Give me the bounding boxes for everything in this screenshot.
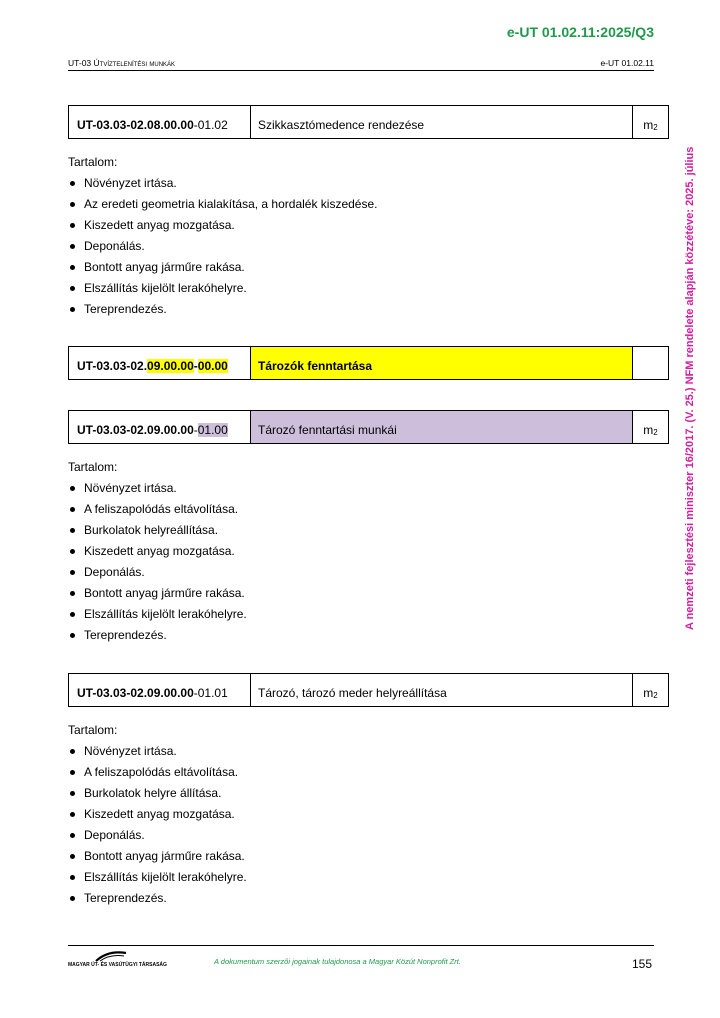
bullet-icon	[70, 570, 75, 575]
group-name-cell	[251, 347, 633, 379]
bullet-icon	[70, 770, 75, 775]
copyright-notice: A dokumentum szerzői jogainak tulajdonosa a Magyar Közút Nonprofit Zrt.	[214, 957, 461, 966]
content-label: Tartalom:	[68, 460, 118, 474]
item-unit-cell	[633, 106, 668, 138]
unit-exponent: 2	[653, 428, 658, 437]
unit-base: m	[643, 423, 654, 437]
list-item: A feliszapolódás eltávolítása.	[68, 502, 247, 523]
society-logo	[68, 950, 167, 970]
list-item: Tereprendezés.	[68, 628, 247, 649]
item-code-table	[68, 105, 669, 139]
bullet-icon	[70, 791, 75, 796]
item-unit-cell	[633, 674, 668, 706]
group-name: Tározók fenntartása	[258, 359, 373, 373]
item-code-table	[68, 673, 669, 707]
list-item: Kiszedett anyag mozgatása.	[68, 807, 247, 828]
list-item: Bontott anyag járműre rakása.	[68, 260, 378, 281]
unit-exponent: 2	[653, 691, 658, 700]
bullet-icon	[70, 265, 75, 270]
bullet-icon	[70, 486, 75, 491]
content-list	[68, 744, 247, 912]
bullet-icon	[70, 812, 75, 817]
list-item: Deponálás.	[68, 565, 247, 586]
list-item: Növényzet irtása.	[68, 481, 247, 502]
bullet-icon	[70, 854, 75, 859]
list-item: Burkolatok helyreállítása.	[68, 523, 247, 544]
list-item: Bontott anyag járműre rakása.	[68, 586, 247, 607]
bullet-icon	[70, 223, 75, 228]
item-name: Tározó fenntartási munkái	[258, 423, 397, 437]
code-highlight: 09.00.00	[147, 359, 194, 373]
bullet-icon	[70, 612, 75, 617]
list-item: Deponálás.	[68, 828, 247, 849]
item-name: Szikkasztómedence rendezése	[258, 118, 425, 132]
bullet-icon	[70, 875, 75, 880]
unit-base: m	[643, 686, 654, 700]
item-code-suffix: -01.01	[193, 686, 228, 700]
bullet-icon	[70, 896, 75, 901]
content-block	[68, 460, 247, 649]
bullet-icon	[70, 202, 75, 207]
content-label: Tartalom:	[68, 723, 118, 737]
bullet-icon	[70, 307, 75, 312]
item-name-cell	[251, 106, 633, 138]
bullet-icon	[70, 833, 75, 838]
chapter-title: Útvíztelenítési munkák	[93, 58, 176, 68]
item-code-suffix: -01.02	[193, 118, 228, 132]
footer-divider	[68, 945, 654, 946]
item-code-table	[68, 410, 669, 444]
road-logo-icon	[94, 950, 128, 962]
list-item: Burkolatok helyre állítása.	[68, 786, 247, 807]
list-item: Növényzet irtása.	[68, 176, 378, 197]
list-item: Tereprendezés.	[68, 891, 247, 912]
content-block	[68, 723, 247, 912]
list-item: Az eredeti geometria kialakítása, a hordalék kiszedése.	[68, 197, 378, 218]
item-unit-cell	[633, 411, 668, 443]
chapter-prefix: UT-03	[68, 58, 92, 68]
content-label: Tartalom:	[68, 155, 118, 169]
item-code-cell	[69, 106, 251, 138]
list-item: Kiszedett anyag mozgatása.	[68, 218, 378, 239]
item-name-cell	[251, 411, 633, 443]
list-item: Tereprendezés.	[68, 302, 378, 323]
list-item: Elszállítás kijelölt lerakóhelyre.	[68, 281, 378, 302]
list-item: Elszállítás kijelölt lerakóhelyre.	[68, 607, 247, 628]
bullet-icon	[70, 528, 75, 533]
page-number: 155	[631, 957, 652, 971]
running-header-chapter	[68, 58, 175, 68]
unit-exponent: 2	[653, 123, 658, 132]
list-item: Bontott anyag járműre rakása.	[68, 849, 247, 870]
group-code-table	[68, 346, 669, 380]
list-item: A feliszapolódás eltávolítása.	[68, 765, 247, 786]
logo-text: MAGYAR ÚT- ÉS VASÚTÜGYI TÁRSASÁG	[68, 962, 167, 968]
list-item: Kiszedett anyag mozgatása.	[68, 544, 247, 565]
bullet-icon	[70, 549, 75, 554]
list-item: Növényzet irtása.	[68, 744, 247, 765]
list-item: Elszállítás kijelölt lerakóhelyre.	[68, 870, 247, 891]
group-code-cell: UT-03.03-02. 09.00.00 - 00.00	[69, 347, 251, 379]
item-name-cell	[251, 674, 633, 706]
content-list	[68, 481, 247, 649]
bullet-icon	[70, 591, 75, 596]
bullet-icon	[70, 286, 75, 291]
running-header	[68, 56, 654, 71]
item-code-main: UT-03.03-02.09.00.00	[77, 686, 194, 700]
document-code: e-UT 01.02.11:2025/Q3	[506, 24, 654, 40]
bullet-icon	[70, 181, 75, 186]
bullet-icon	[70, 507, 75, 512]
item-code-main: UT-03.03-02.08.00.00	[77, 118, 194, 132]
running-header-code: e-UT 01.02.11	[600, 58, 654, 68]
unit-base: m	[643, 118, 654, 132]
item-code-main: UT-03.03-02.09.00.00	[77, 423, 194, 437]
side-publication-note: A nemzeti fejlesztési miniszter 16/2017. (V. 25.) NFM rendelete alapján közzétéve: 2025. július	[684, 146, 696, 630]
item-code-cell	[69, 674, 251, 706]
item-code-cell: UT-03.03-02.09.00.00 - 01.00	[69, 411, 251, 443]
item-name: Tározó, tározó meder helyreállítása	[258, 686, 447, 700]
code-highlight: 01.00	[197, 423, 228, 437]
code-highlight: 00.00	[197, 359, 228, 373]
content-block	[68, 155, 378, 323]
list-item: Deponálás.	[68, 239, 378, 260]
bullet-icon	[70, 633, 75, 638]
content-list	[68, 176, 378, 323]
group-unit-cell	[633, 347, 668, 379]
bullet-icon	[70, 244, 75, 249]
bullet-icon	[70, 749, 75, 754]
